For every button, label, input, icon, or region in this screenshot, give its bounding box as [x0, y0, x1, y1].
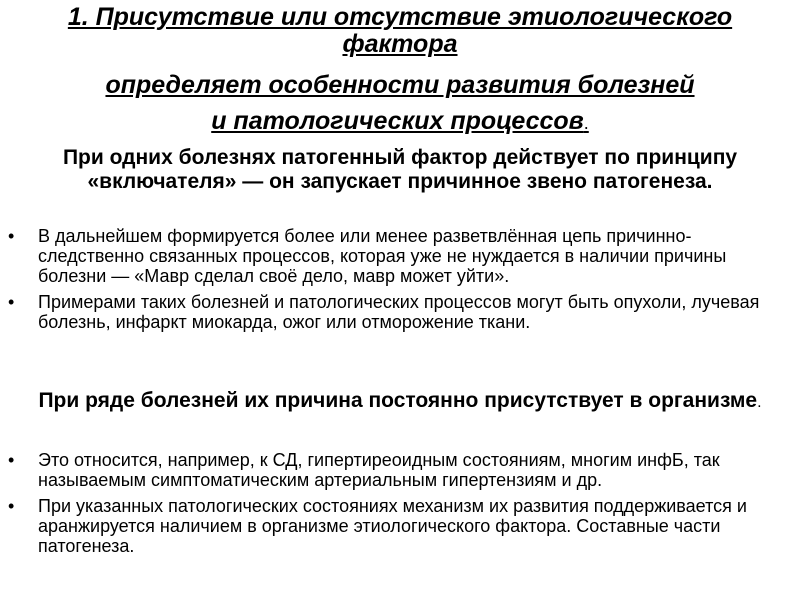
bullet-icon: •: [8, 226, 15, 246]
list-item: [0, 450, 800, 490]
section-2-subhead: [20, 388, 780, 416]
section-2-bullet-list: [0, 450, 800, 562]
slide-title-line-1-text: 1. Присутствие или отсутствие этиологического фактора: [67, 3, 733, 58]
list-item-text: При указанных патологических состояниях механизм их развития поддерживается и аранжируется наличием в организме этиологического фактора. Составные части патогенеза.: [38, 496, 747, 556]
slide-title-line-3: [0, 108, 800, 137]
section-2-subhead-period: .: [757, 394, 762, 411]
slide-title-line-1: [60, 4, 740, 58]
list-item: [0, 496, 800, 556]
slide-title-line-2: [0, 72, 800, 99]
list-item-text: Это относится, например, к СД, гипертиреоидным состояниям, многим инфБ, так называемым симптоматическим артериальным гипертензиям и др.: [38, 450, 720, 490]
section-1-subhead: При одних болезнях патогенный фактор действует по принципу «включателя» — он запускает причинное звено патогенеза.: [62, 146, 738, 193]
section-2-subhead-text: При ряде болезней их причина постоянно присутствует в организме: [38, 389, 758, 412]
bullet-icon: •: [8, 496, 15, 516]
slide-title-line-2-text: определяет особенности развития болезней: [105, 71, 695, 99]
bullet-icon: •: [8, 292, 15, 312]
bullet-icon: •: [8, 450, 15, 470]
section-1-bullet-list: [0, 226, 800, 338]
slide-title-period: .: [583, 113, 589, 133]
slide-title-line-3-text: и патологических процессов: [211, 107, 584, 135]
list-item-text: Примерами таких болезней и патологических процессов могут быть опухоли, лучевая болезнь, инфаркт миокарда, ожог или отморожение ткани.: [38, 292, 760, 332]
list-item-text: В дальнейшем формируется более или менее разветвлённая цепь причинно-следственно связанных процессов, которая уже не нуждается в наличии причины болезни — «Мавр сделал своё дело, мавр может уйти».: [38, 226, 727, 286]
list-item: [0, 226, 800, 286]
list-item: [0, 292, 800, 332]
